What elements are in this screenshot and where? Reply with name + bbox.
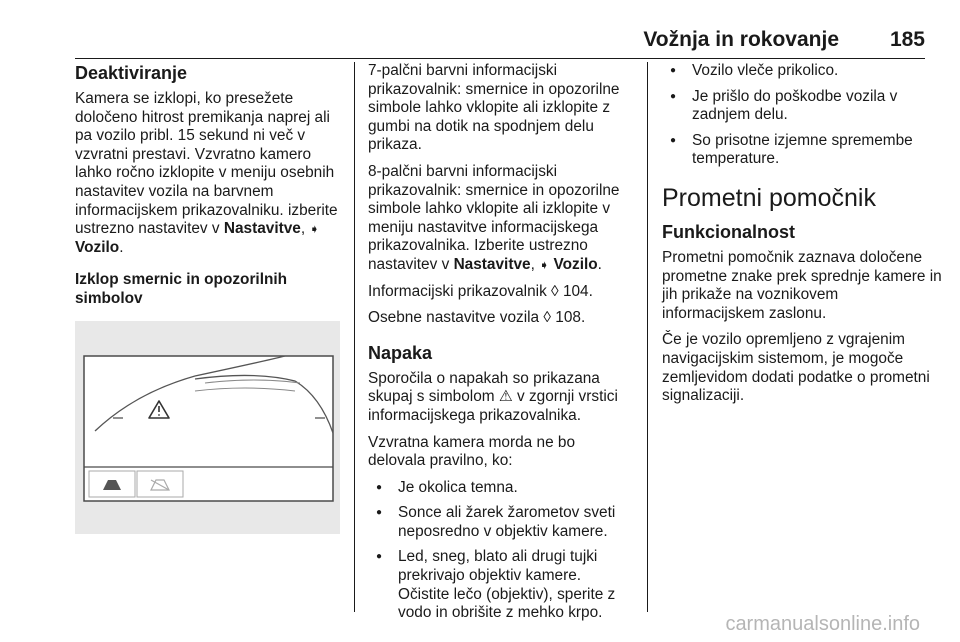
warning-triangle-icon: ⚠ xyxy=(498,388,513,406)
cross-reference: Osebne nastavitve vozila ◊ 108. xyxy=(368,309,586,327)
list-item: ● Je okolica temna. xyxy=(368,479,636,498)
section-title-traffic-assistant: Prometni pomočnik xyxy=(662,183,876,212)
chapter-title: Vožnja in rokovanje xyxy=(643,28,839,51)
page-header xyxy=(75,0,925,59)
column-left xyxy=(75,62,347,539)
paragraph: Prometni pomočnik zaznava določene prometne znake prek sprednje kamere in jih prikaže na voznikovem informacijskem zaslonu. xyxy=(662,248,942,322)
list-item: ● Vozilo vleče prikolico. xyxy=(662,62,942,81)
conditions-list xyxy=(368,479,636,623)
paragraph: 7-palčni barvni informacijski prikazovalnik: smernice in opozorilne simbole lahko vklopite ali izklopite z gumbi na dotik na spodnjem delu prikaza. xyxy=(368,62,620,154)
subheading-guidelines: Izklop smernic in opozorilnih simbolov xyxy=(75,271,288,307)
menu-path-settings: Nastavitve xyxy=(223,220,301,238)
list-item: ● So prisotne izjemne spremembe temperature. xyxy=(662,132,942,169)
arrow-right-icon: ➧ xyxy=(309,222,320,237)
list-item: ● Sonce ali žarek žarometov sveti neposredno v objektiv kamere. xyxy=(368,504,636,541)
cross-reference: Informacijski prikazovalnik ◊ 104. xyxy=(368,282,593,300)
page-reference-icon: ◊ xyxy=(543,309,551,327)
column-divider xyxy=(647,62,648,612)
menu-path-vehicle: Vozilo xyxy=(553,255,598,273)
paragraph: Če je vozilo opremljeno z vgrajenim navigacijskim sistemom, je mogoče zemljevidom dodati podatke o prometni signalizaciji. xyxy=(662,331,930,405)
column-right xyxy=(662,62,942,414)
page-number: 185 xyxy=(889,28,925,51)
paragraph: Kamera se izklopi, ko presežete določeno hitrost premikanja naprej ali pa vozilo pribl. 15 sekund ni več v vzvratni prestavi. Vzvratno kamero lahko ročno izklopite v meniju osebnih nastavitev vozila na barvnem informacijskem prikazovalniku. izberite ustrezno nastavitev v Nastavitve, ➧ Vozilo. xyxy=(75,90,338,256)
paragraph: Sporočila o napakah so prikazana skupaj s simbolom ⚠ v zgornji vrstici informacijskega prikazovalnika. xyxy=(368,369,618,424)
list-item: ● Je prišlo do poškodbe vozila v zadnjem delu. xyxy=(662,88,942,125)
subheading-functionality: Funkcionalnost xyxy=(662,221,796,242)
rear-camera-display-illustration xyxy=(75,321,340,534)
arrow-right-icon: ➧ xyxy=(539,257,550,272)
paragraph: 8-palčni barvni informacijski prikazovalnik: smernice in opozorilne simbole lahko vklopite ali izklopite v meniju nastavitve informacijskega prikazovalnika. Izberite ustrezno nastavitev v Nastavitve, ➧ Vozilo. xyxy=(368,162,620,273)
section-heading-deaktiviranje: Deaktiviranje xyxy=(75,63,188,83)
menu-path-vehicle: Vozilo xyxy=(75,238,120,256)
warning-toggle-button xyxy=(137,471,183,497)
section-heading-napaka: Napaka xyxy=(368,342,433,363)
list-item: ● Led, sneg, blato ali drugi tujki prekrivajo objektiv kamere. Očistite lečo (objektiv), sperite z vodo in obrišite z mehko krpo. xyxy=(368,548,636,622)
page-reference-icon: ◊ xyxy=(551,282,559,300)
conditions-list-continued xyxy=(662,62,942,169)
menu-path-settings: Nastavitve xyxy=(453,255,531,273)
paragraph: Vzvratna kamera morda ne bo delovala pravilno, ko: xyxy=(368,433,576,470)
watermark: carmanualsonline.info xyxy=(725,613,920,635)
column-middle xyxy=(368,62,636,630)
column-divider xyxy=(354,62,355,612)
